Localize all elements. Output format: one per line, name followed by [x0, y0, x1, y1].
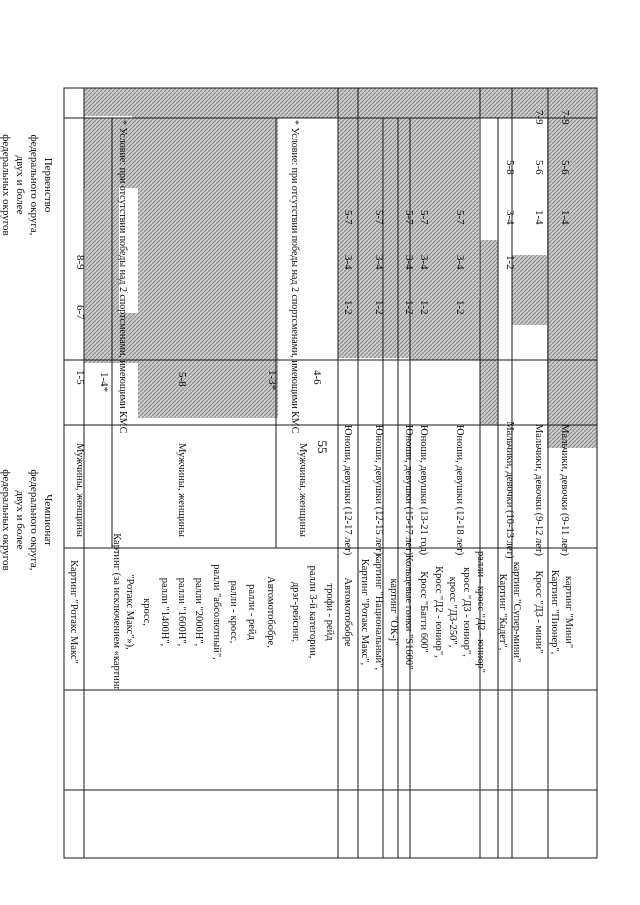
r2-discipline-l5: ралли "2000Н", [193, 577, 204, 647]
r9-value-89b: 3-4 [504, 210, 516, 225]
r6-discipline: Кольцевые гонки "S1600" [403, 554, 414, 670]
r7-group: Юноши, девушки (13-21 год) [418, 424, 429, 556]
champ-label-l0: Чемпионат [42, 494, 54, 546]
r9-value-89a: 1-2 [504, 255, 516, 270]
page-number: 55 [315, 440, 330, 454]
r7-value-89a: 3-4 [418, 255, 430, 270]
r9-discipline-l1: картинг "Супер-мини" [511, 561, 522, 663]
r2-discipline-l0: Картинг (за исключением «картинг [111, 533, 122, 691]
r3-discipline-l1: дрэг-рейсинг, [290, 581, 301, 643]
r1-value-15: 1-4* [98, 372, 110, 393]
r10-discipline: Кросс "Д3 - мини" [533, 570, 544, 654]
r11-value-89b: 1-4 [559, 210, 571, 225]
r3-note: * Условие: при отсутствии победы над 2 спортсменами, имеющими КМС [289, 120, 300, 434]
col-header-89: 8-9 [74, 255, 86, 270]
r7-value-67: 1-2 [418, 300, 430, 315]
r4-value-89a: 3-4 [342, 255, 354, 270]
r6-value-89a: 3-4 [403, 255, 415, 270]
r2-discipline-l3: ралли "1400Н", [159, 577, 170, 647]
r5-discipline-l2: картинг "ОК-j" [388, 578, 399, 646]
r5-value-67: 1-2 [373, 300, 385, 315]
pervo-label-l1: федерального округа, [28, 134, 40, 236]
pervo-label-l3: федеральных округов [0, 134, 12, 236]
r6-value-67: 1-2 [403, 300, 415, 315]
r2-discipline-l8: ралли - рейд [246, 584, 257, 640]
r9-value-ext1: 5-8 [504, 160, 516, 175]
r8-discipline-l0: Кросс "Д2 - юниор", [433, 566, 444, 658]
r10-value-89b: 1-4 [533, 210, 545, 225]
champ-label-l2: двух и более [14, 490, 26, 550]
r6-value-89b: 5-7 [403, 210, 415, 225]
r2-value-15: 5-8 [176, 372, 188, 387]
r7-discipline: Кросс "Багги 600" [418, 571, 429, 653]
pervo-label-l0: Первенство [42, 157, 54, 213]
r2-discipline-l4: ралли "1600Н", [176, 577, 187, 647]
r3-value-15a: 1-3* [266, 370, 278, 391]
shaded-cells [84, 88, 597, 448]
r9-discipline-l0: Картинг "Кадет", [497, 573, 508, 651]
r2-group: Мужчины, женщины [176, 443, 187, 537]
r2-discipline-l1: "Ротакс Макс"»), [124, 574, 135, 650]
r5-group: Юноши, девушки (12-15 лет) [373, 424, 384, 556]
r6-group: Юноши, девушки (15-17 лет) [403, 424, 414, 556]
r8-group: Юноши, девушки (12-18 лет) [454, 424, 465, 556]
r2-discipline-l2: кросс, [141, 598, 152, 626]
r8-discipline-l3: ралли - кросс "Д2 - юниор" [475, 551, 486, 673]
col-header-67: 6-7 [74, 305, 86, 320]
r8-value-67: 1-2 [454, 300, 466, 315]
r4-value-67: 1-2 [342, 300, 354, 315]
r4-value-89b: 5-7 [342, 210, 354, 225]
r5-value-89a: 3-4 [373, 255, 385, 270]
r2-discipline-l6: ралли "абсолютный", [211, 564, 222, 660]
r8-value-89b: 5-7 [454, 210, 466, 225]
r11-discipline-l1: картинг "Мини" [563, 575, 574, 649]
r3-group: Мужчины, женщины [297, 443, 308, 537]
r3-discipline-l2: ралли 3-й категории, [307, 565, 318, 659]
r8-discipline-l1: кросс "Д3-250", [447, 576, 458, 648]
r1-discipline: Картинг "Ротакс Макс" [68, 560, 79, 664]
r11-value-ext2: 7-9 [559, 110, 571, 125]
r1-group: Мужчины, женщины [74, 443, 85, 537]
r9-group: Мальчики, девочки (10-13 лет) [504, 421, 515, 559]
r10-value-ext2: 7-9 [533, 110, 545, 125]
r3-discipline-l0: Автомотобобре, [265, 576, 276, 648]
r8-value-89a: 3-4 [454, 255, 466, 270]
r7-value-89b: 5-7 [418, 210, 430, 225]
r5-discipline-l0: Картинг "Ротакс Макс", [359, 558, 370, 666]
r3-discipline-l3: трофи - рейд [324, 583, 335, 641]
r4-discipline: Автомотобобре [342, 577, 353, 647]
r2-discipline-l7: ралли - кросс, [228, 580, 239, 644]
champ-label-l3: федеральных округов [0, 469, 12, 571]
r11-group: Мальчики, девочки (9-11 лет) [559, 424, 570, 556]
r1-note: * Условие: при отсутствии победы над 2 спортсменами, имеющими КМС [117, 120, 128, 434]
r11-discipline-l0: Картинг "Пионер", [549, 569, 560, 655]
r4-group: Юноши, девушки (12-17 лет) [342, 424, 353, 556]
r8-discipline-l2: кросс "Д3 - юниор", [461, 567, 472, 657]
r5-discipline-l1: картинг "Национальный", [373, 553, 384, 671]
r10-value-ext1: 5-6 [533, 160, 545, 175]
r5-value-89b: 5-7 [373, 210, 385, 225]
r11-value-ext1: 5-6 [559, 160, 571, 175]
r3-value-15b: 4-6 [311, 370, 323, 385]
r10-group: Мальчики, девочки (9-12 лет) [533, 423, 544, 557]
col-header-15: 1-5 [74, 370, 86, 385]
champ-label-l1: федерального округа, [28, 469, 40, 571]
pervo-label-l2: двух и более [14, 155, 26, 215]
